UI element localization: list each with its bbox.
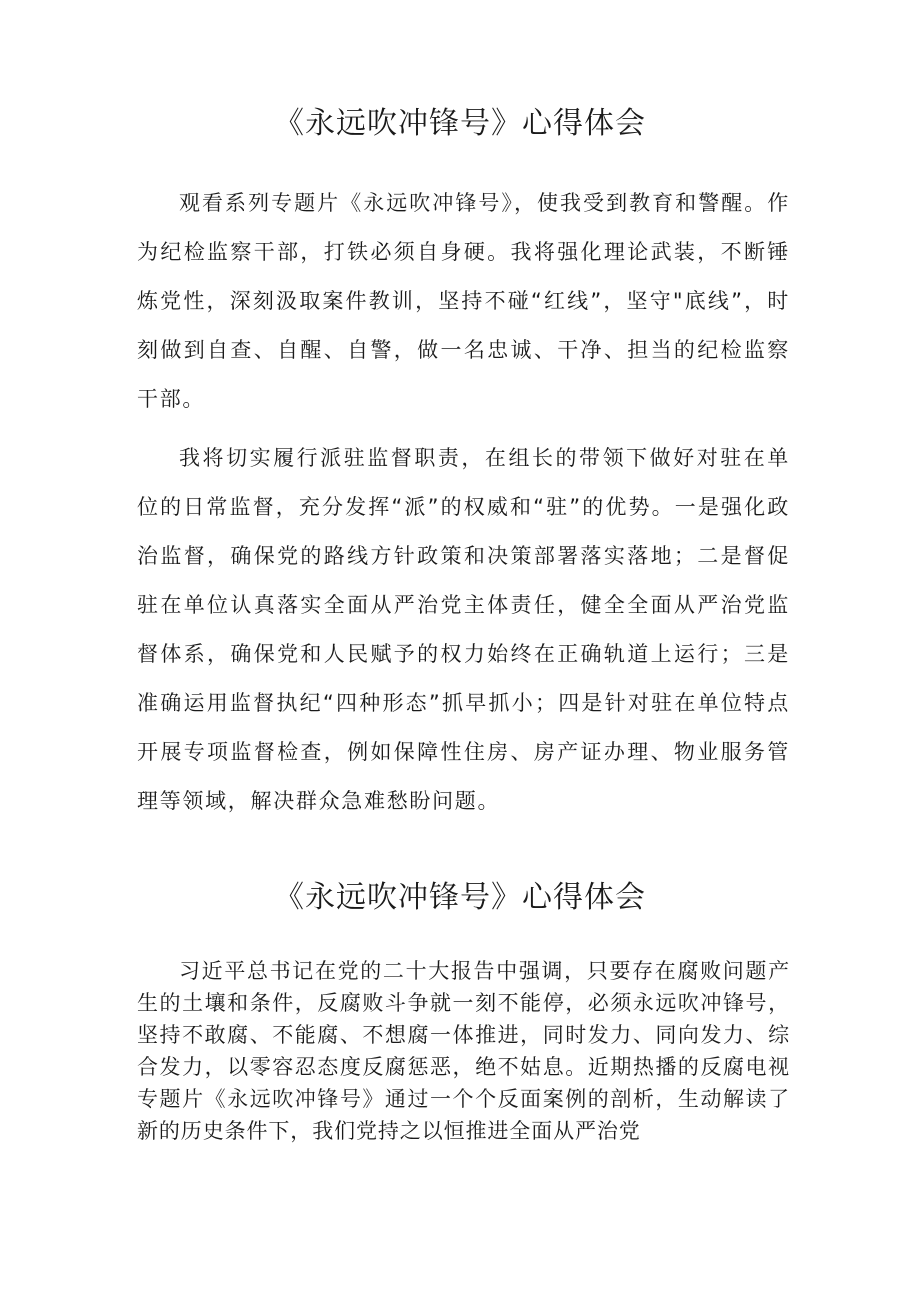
section-2-title: 《永远吹冲锋号》心得体会: [274, 880, 646, 915]
section-1-paragraph-1: 观看系列专题片《永远吹冲锋号》，使我受到教育和警醒。作为纪检监察干部，打铁必须自身硬。我将强化理论武装，不断锤炼党性，深刻汲取案件教训，坚持不碰“红线”，坚守"底线”，时刻做到自查、自醒、自警，做一名忠诚、干净、担当的纪检监察干部。: [137, 191, 790, 411]
section-2-paragraph-1: 习近平总书记在党的二十大报告中强调，只要存在腐败问题产生的土壤和条件，反腐败斗争就一刻不能停，必须永远吹冲锋号，坚持不敢腐、不能腐、不想腐一体推进，同时发力、同向发力、综合发力，以零容忍态度反腐惩恶，绝不姑息。近期热播的反腐电视专题片《永远吹冲锋号》通过一个个反面案例的剖析，生动解读了新的历史条件下，我们党持之以恒推进全面从严治党: [137, 959, 790, 1143]
section-1-title: 《永远吹冲锋号》心得体会: [274, 106, 646, 141]
section-1-paragraph-2: 我将切实履行派驻监督职责，在组长的带领下做好对驻在单位的日常监督，充分发挥“派”的权威和“驻”的优势。一是强化政治监督，确保党的路线方针政策和决策部署落实落地；二是督促驻在单位认真落实全面从严治党主体责任，健全全面从严治党监督体系，确保党和人民赋予的权力始终在正确轨道上运行；三是准确运用监督执纪“四种形态”抓早抓小；四是针对驻在单位特点开展专项监督检查，例如保障性住房、房产证办理、物业服务管理等领域，解决群众急难愁盼问题。: [137, 446, 790, 813]
